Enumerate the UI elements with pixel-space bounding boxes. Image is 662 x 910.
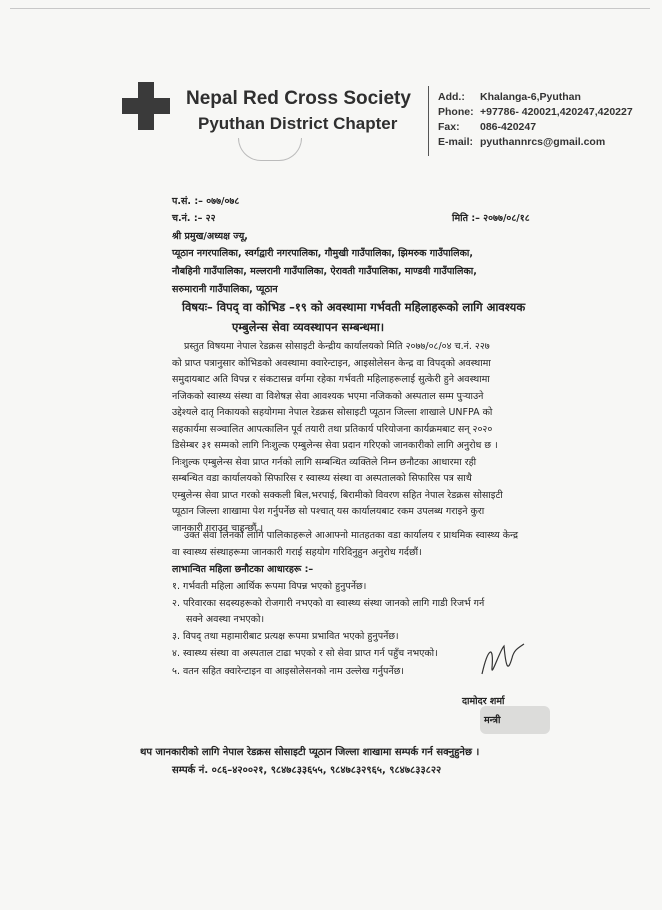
body-line: प्यूठान जिल्ला शाखामा पेश गर्नुपर्नेछ सो पश्चात् यस कार्यालयबाट रकम उपलब्ध गराइने कुरा	[172, 506, 485, 517]
body-line: एम्बुलेन्स सेवा प्राप्त गरको सक्कली बिल,भरपाई, बिरामीको विवरण सहित नेपाल रेडक्रस सोसाइटी	[172, 489, 503, 501]
criteria-item: ४. स्वास्थ्य संस्था वा अस्पताल टाढा भएको र सो सेवा प्राप्त गर्न पहुँच नभएको।	[172, 648, 438, 659]
org-seal	[238, 138, 302, 161]
criteria-item: २. परिवारका सदस्यहरूको रोजगारी नभएको वा स्वास्थ्य संस्था जानको लागि गाडी रिजर्भ गर्न	[172, 598, 485, 609]
footer-contact-numbers: सम्पर्क नं. ०८६–४२००२१, ९८४७८३३६५५, ९८४७८३२९६५, ९८४७८३३८२२	[172, 765, 442, 776]
body-line: को प्राप्त पत्रानुसार कोभिडको अवस्थामा क्वारेन्टाइन, आइसोलेसन केन्द्र वा विपद्को अवस्थामा	[172, 357, 491, 369]
criteria-item: ५. वतन सहित क्वारेन्टाइन वा आइसोलेसनको नाम उल्लेख गर्नुपर्नेछ।	[172, 666, 404, 677]
signatory-name: दामोदर शर्मा	[462, 696, 505, 707]
criteria-item: सक्ने अवस्था नभएको।	[186, 614, 265, 625]
body-line: प्रस्तुत विषयमा नेपाल रेडक्रस सोसाइटी केन्द्रीय कार्यालयको मिति २०७७/०८/०४ च.नं. २२७	[184, 341, 490, 352]
body-line: वा स्वास्थ्य संस्थाहरूमा जानकारी गराई सहयोग गरिदिनुहुन अनुरोध गर्दछौं।	[172, 546, 422, 558]
subject-line: विषयः– विपद् वा कोभिड –१९ को अवस्थामा गर्भवती महिलाहरूको लागि आवश्यक	[182, 300, 526, 314]
criteria-heading: लाभान्वित महिला छनौटका आधारहरू :–	[172, 564, 314, 575]
fax-line: Fax: 086-420247	[438, 121, 537, 133]
recipient-line: प्यूठान नगरपालिका, स्वर्गद्वारी नगरपालिका, गौमुखी गाउँपालिका, झिमरुक गाउँपालिका,	[172, 248, 473, 259]
email-line: E-mail: pyuthannrcs@gmail.com	[438, 136, 606, 148]
address-line: Add.: Khalanga-6,Pyuthan	[438, 91, 581, 103]
body-line: उद्देश्यले दातृ निकायको सहयोगमा नेपाल रेडक्रस सोसाइटी प्यूठान जिल्ला शाखाले UNFPA को	[172, 407, 493, 418]
recipient-line: सरुमारानी गाउँपालिका, प्यूठान	[172, 284, 278, 295]
body-line: निःशुल्क एम्बुलेन्स सेवा प्राप्त गर्नको लागि सम्बन्धित व्यक्तिले निम्न छनौटका आधारमा रही	[172, 456, 477, 468]
recipient-salutation: श्री प्रमुख/अध्यक्ष ज्यू,	[172, 231, 248, 242]
criteria-item: १. गर्भवती महिला आर्थिक रूपमा विपन्न भएको हुनुपर्नेछ।	[172, 581, 367, 592]
subject-line: एम्बुलेन्स सेवा व्यवस्थापन सम्बन्धमा।	[232, 320, 385, 334]
body-line: सम्बन्धित वडा कार्यालयको सिफारिस र स्वास्थ्य संस्था वा अस्पतालको सिफारिस पत्र साथै	[172, 473, 472, 484]
footer-contact-note: थप जानकारीको लागि नेपाल रेडक्रस सोसाइटी प्यूठान जिल्ला शाखामा सम्पर्क गर्न सक्नुहुनेछ ।	[140, 747, 480, 758]
body-line: उक्त सेवा लिनको लागि पालिकाहरूले आआफ्नो मातहतका वडा कार्यालय र प्राथमिक स्वास्थ्य केन्द्र	[184, 530, 519, 541]
recipient-line: नौबहिनी गाउँपालिका, मल्लरानी गाउँपालिका, ऐरावती गाउँपालिका, माण्डवी गाउँपालिका,	[172, 266, 477, 277]
org-chapter: Pyuthan District Chapter	[198, 114, 398, 133]
signature-scribble	[478, 638, 528, 682]
header-divider	[428, 86, 429, 156]
letter-date: मिति :– २०७७/०८/१८	[452, 213, 530, 224]
top-rule	[10, 8, 650, 9]
signatory-title: मन्त्री	[484, 715, 501, 726]
phone-line: Phone: +97786- 420021,420247,420227	[438, 106, 633, 118]
org-name: Nepal Red Cross Society	[186, 88, 411, 109]
body-line: नजिकको स्वास्थ्य संस्था वा विशेषज्ञ सेवा आवश्यक भएमा नजिकको अस्पताल सम्म पुर्‍याउने	[172, 390, 484, 402]
fiscal-year: प.सं. :– ०७७/०७८	[172, 196, 240, 207]
body-line: जानकारी गराउन चाहन्छौं ।	[172, 522, 264, 534]
dispatch-number: च.नं. :– २२	[172, 213, 216, 224]
body-line: सहकार्यमा सञ्चालित आपत्कालिन पूर्व तयारी तथा प्रतिकार्य परियोजना कार्यक्रमबाट सन् २०२०	[172, 423, 493, 435]
body-line: समुदायबाट अति विपन्न र संकटासन्न वर्गमा रहेका गर्भवती महिलाहरूलाई सुत्केरी हुने अवस्थामा	[172, 374, 490, 385]
criteria-item: ३. विपद् तथा महामारीबाट प्रत्यक्ष रूपमा प्रभावित भएको हुनुपर्नेछ।	[172, 631, 399, 642]
body-line: डिसेम्बर ३१ सम्मको लागि निःशुल्क एम्बुलेन्स सेवा प्रदान गरिएको जानकारीको लागि अनुरोध छ ।	[172, 440, 498, 451]
